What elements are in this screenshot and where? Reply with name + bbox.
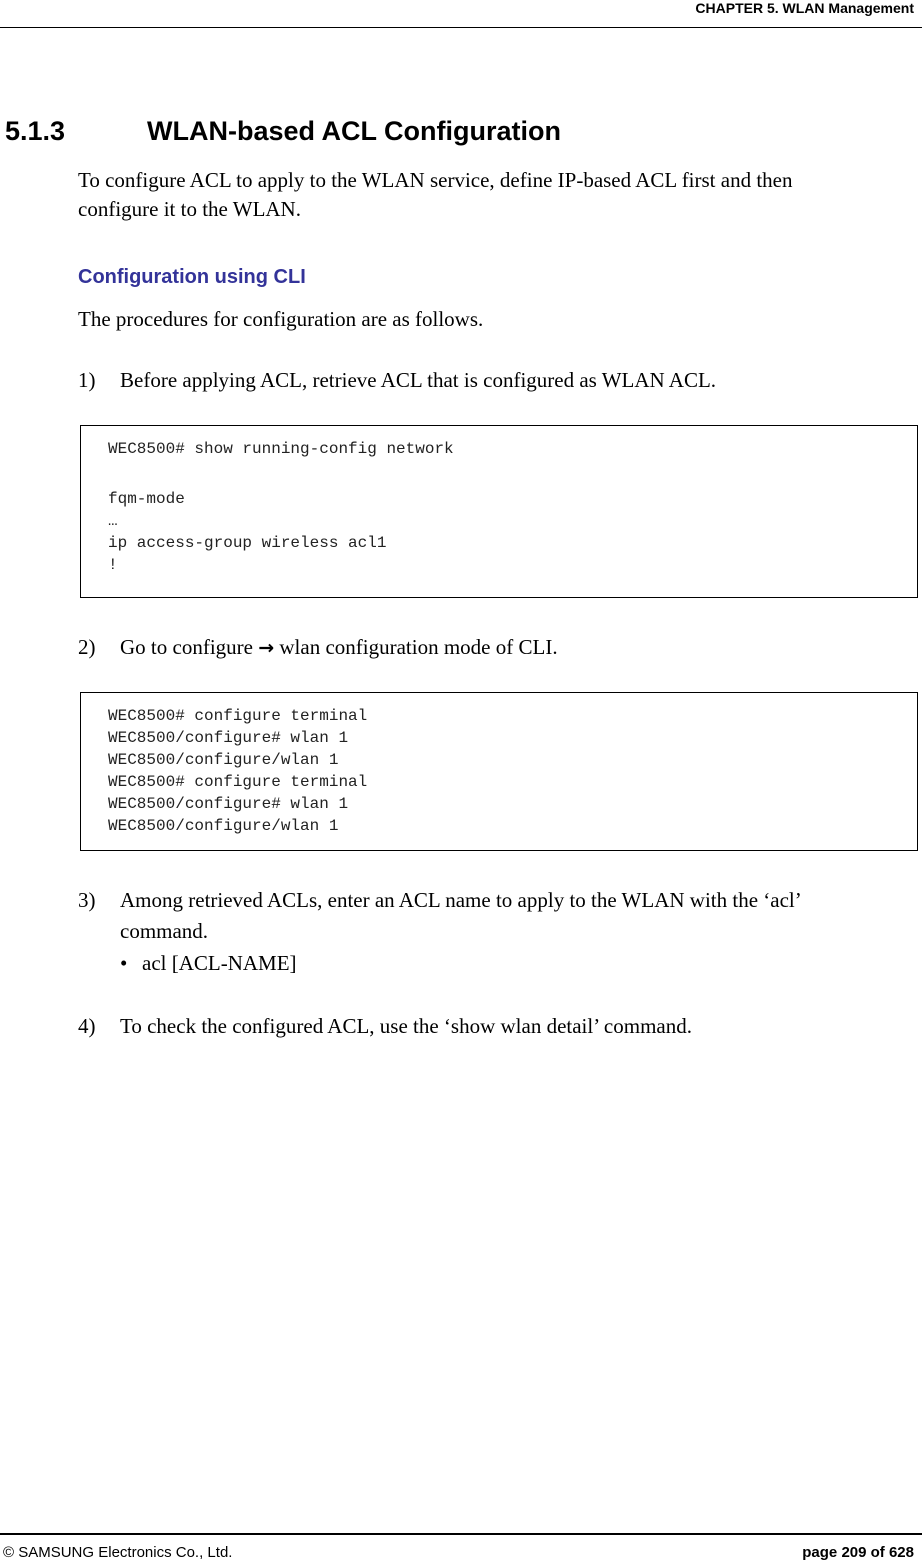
header-divider (0, 27, 922, 28)
step-text-continued: command. (120, 919, 209, 943)
procedure-intro: The procedures for configuration are as follows. (78, 307, 484, 331)
code-line: WEC8500/configure/wlan 1 (108, 817, 339, 835)
section-intro: To configure ACL to apply to the WLAN service, define IP-based ACL first and then configure it to the WLAN. (78, 168, 793, 221)
code-line: … (108, 512, 118, 530)
cli-heading: Configuration using CLI (78, 266, 306, 288)
step-text: Before applying ACL, retrieve ACL that is configured as WLAN ACL. (120, 368, 717, 392)
footer-copyright: © SAMSUNG Electronics Co., Ltd. (3, 1544, 233, 1561)
section-title: WLAN-based ACL Configuration (147, 116, 561, 146)
code-line (81, 460, 917, 488)
code-line: ! (108, 556, 118, 574)
code-line: WEC8500/configure/wlan 1 (108, 751, 339, 769)
chapter-header: CHAPTER 5. WLAN Management (695, 0, 914, 16)
bullet-item (120, 949, 297, 978)
step-number: 4) (78, 1014, 96, 1038)
footer-divider (0, 1533, 922, 1535)
section-number: 5.1.3 (5, 116, 66, 146)
section-heading (5, 116, 561, 147)
page-number: page 209 of 628 (802, 1544, 914, 1561)
step-text: To check the configured ACL, use the ‘show wlan detail’ command. (120, 1014, 692, 1038)
code-line: WEC8500# show running-config network (108, 440, 454, 458)
code-block-show-running-config (80, 425, 918, 598)
bullet-text: acl [ACL-NAME] (142, 951, 297, 975)
code-line: WEC8500# configure terminal (108, 707, 368, 725)
step-number: 1) (78, 368, 96, 392)
code-line: ip access-group wireless acl1 (108, 534, 387, 552)
arrow-right-icon: → (258, 637, 275, 659)
step-text (120, 633, 558, 663)
step-text: Among retrieved ACLs, enter an ACL name to apply to the WLAN with the ‘acl’ (120, 888, 802, 912)
step-number: 3) (78, 888, 96, 912)
code-line: WEC8500/configure# wlan 1 (108, 729, 349, 747)
code-line: WEC8500/configure# wlan 1 (108, 795, 349, 813)
code-block-configure-wlan (80, 692, 918, 851)
code-line: fqm-mode (108, 490, 185, 508)
code-line: WEC8500# configure terminal (108, 773, 368, 791)
step-number: 2) (78, 635, 96, 659)
step-text-part: wlan configuration mode of CLI. (279, 635, 558, 659)
bullet-icon: • (120, 951, 128, 975)
step-text-part: Go to configure (120, 635, 253, 659)
